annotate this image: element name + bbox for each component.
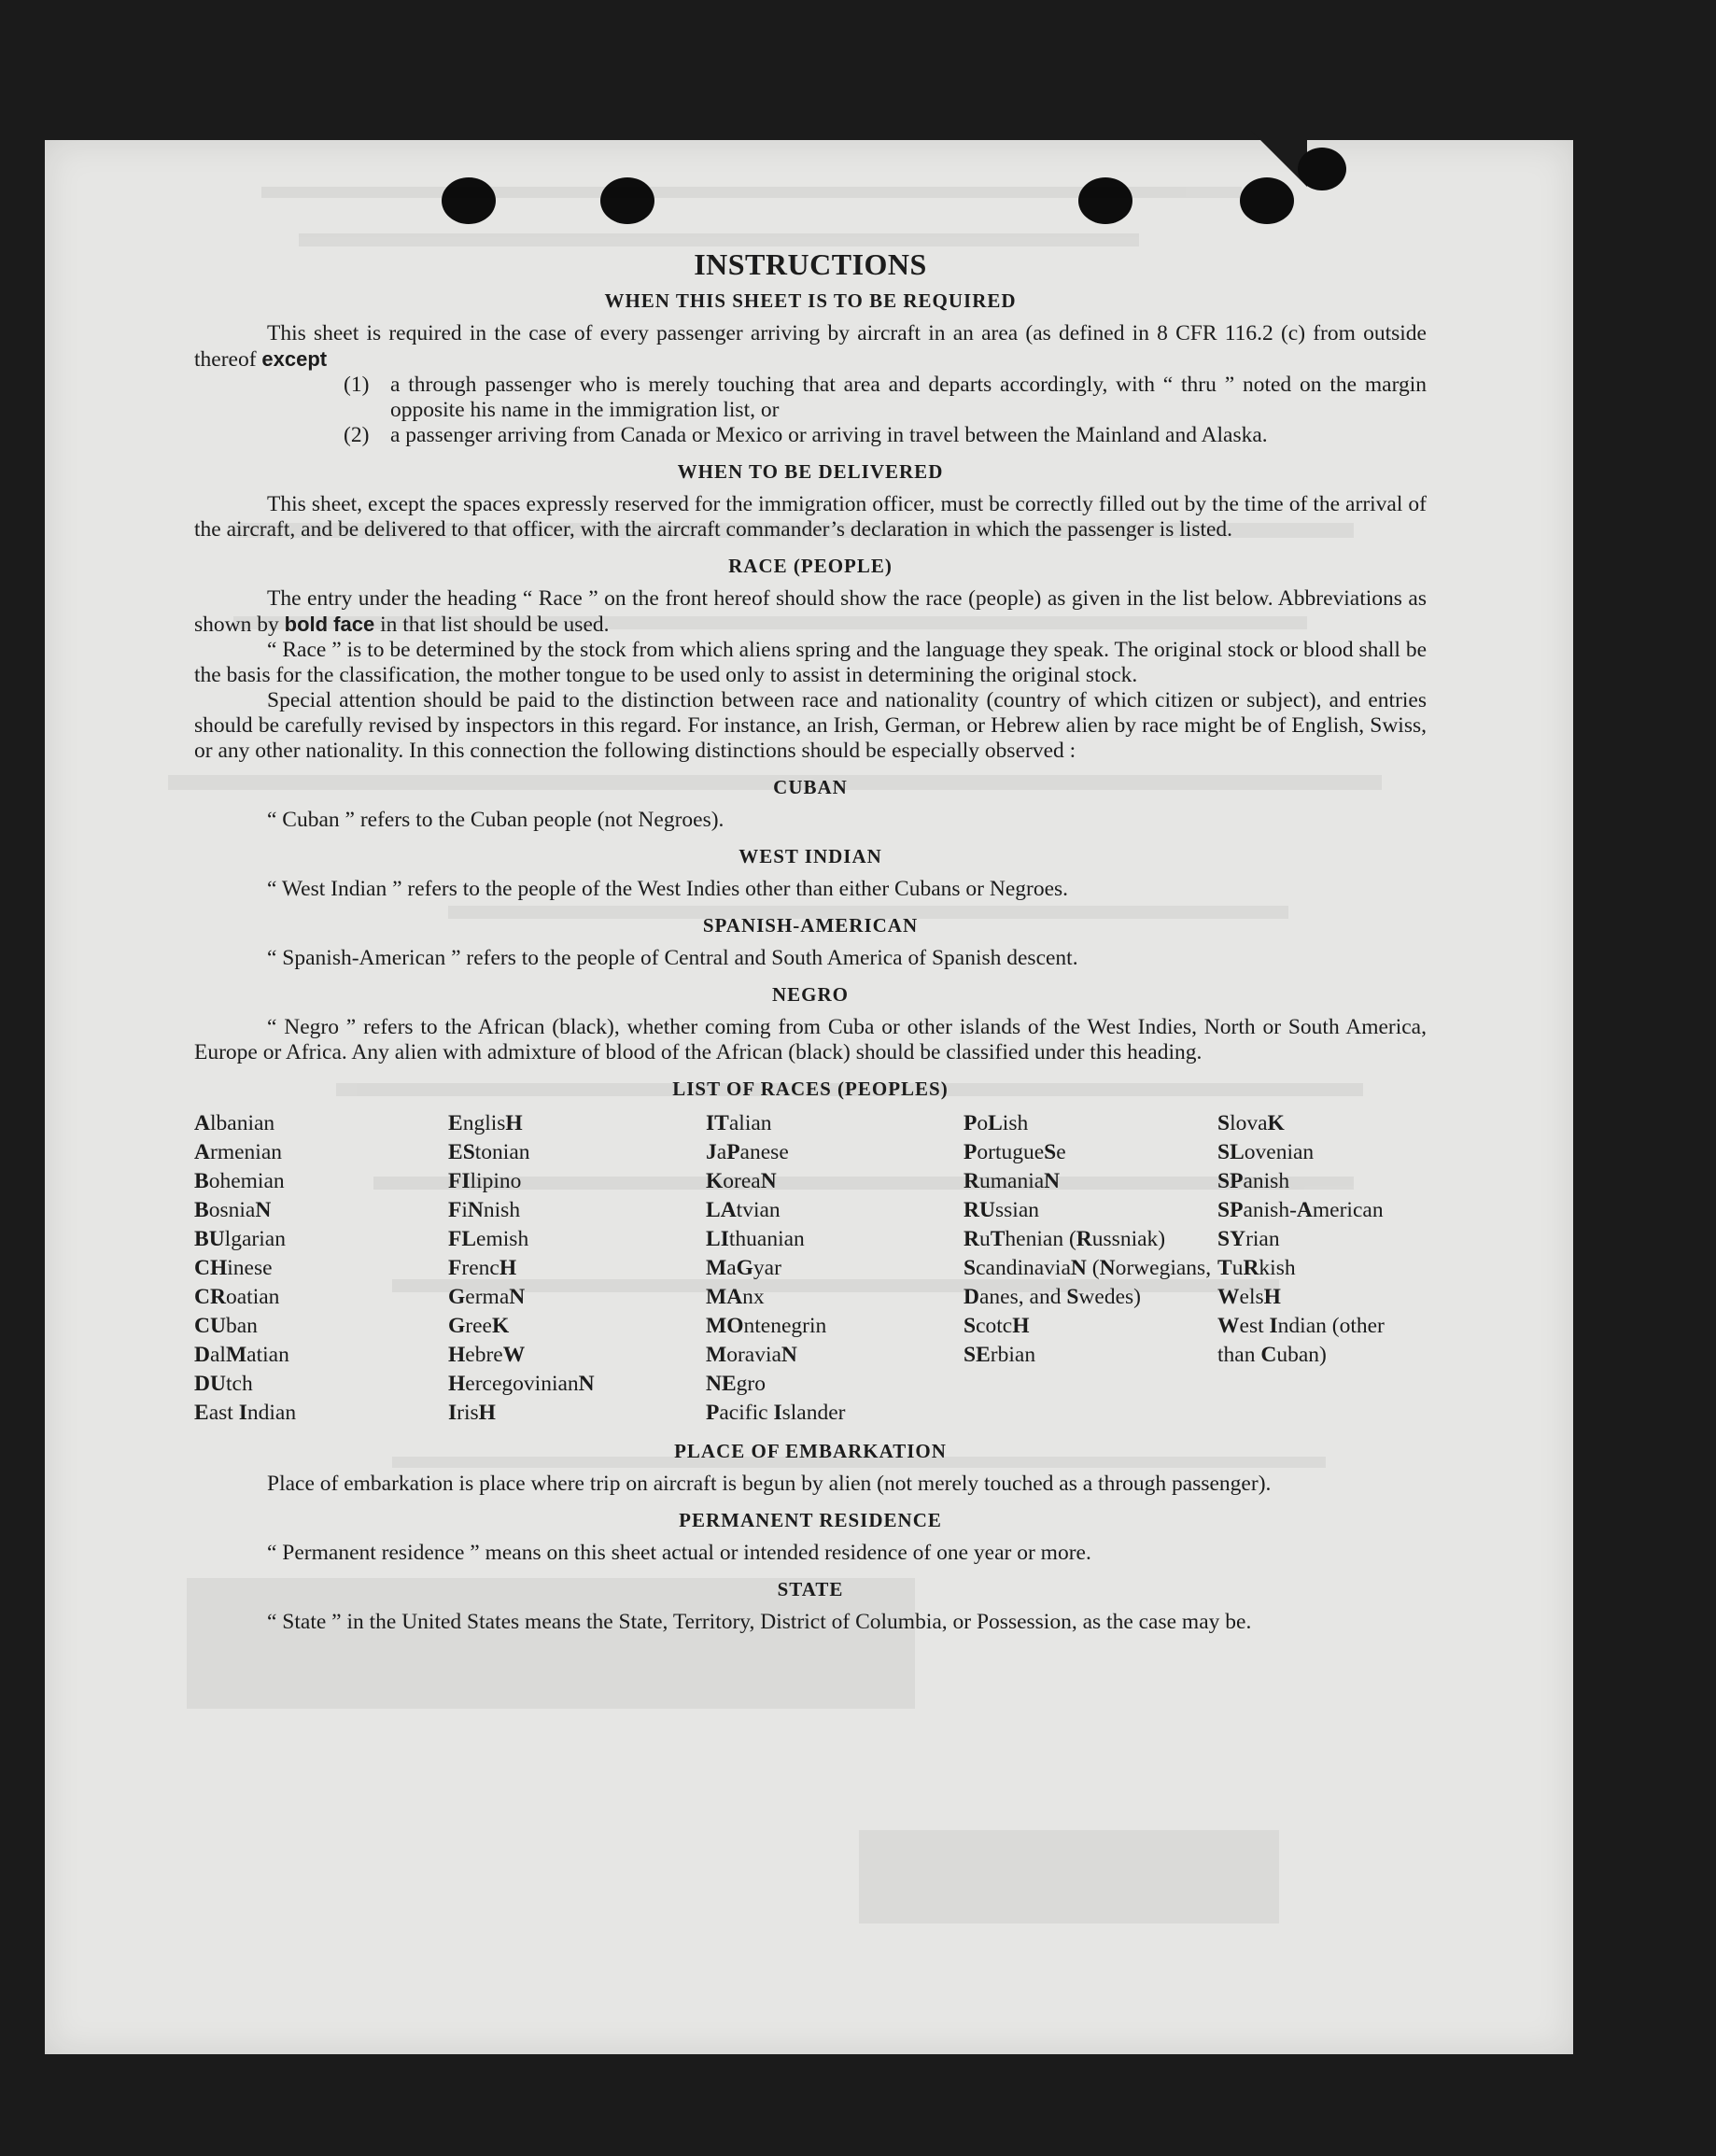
race-entry: CRoatian [194,1285,280,1309]
race-entry: HercegovinianN [448,1372,595,1396]
races-column [448,1109,706,1428]
race-entry: RumaniaN [963,1169,1061,1193]
heading-when-delivered: WHEN TO BE DELIVERED [677,460,944,483]
race-entry: Albanian [194,1111,275,1135]
race-entry: EnglisH [448,1111,523,1135]
race-entry: HebreW [448,1343,526,1367]
punch-hole [1078,177,1132,224]
punch-hole [442,177,496,224]
race-entry: LAtvian [706,1198,781,1222]
paragraph-race-2: “ Race ” is to be determined by the stock from which aliens spring and the language they speak. The original stock or blood shall be the basis for the classification, the mother tongue to be used only to assist in determining the original stock. [194,638,1427,687]
race-entry: SLovenian [1217,1140,1315,1164]
race-entry: LIthuanian [706,1227,805,1251]
race-entry: SPanish [1217,1169,1290,1193]
race-entry: BosniaN [194,1198,272,1222]
heading-spanish-american: SPANISH-AMERICAN [702,914,919,937]
race-entry: RUssian [963,1198,1039,1222]
race-entry: SlovaK [1217,1111,1285,1135]
paragraph-delivered: This sheet, except the spaces expressly reserved for the immigration officer, must be correctly filled out by the time of the arrival of the aircraft, and be delivered to that officer, with the aircraft commander’s declaration in which the passenger is listed. [194,492,1427,542]
except-bold: except [261,347,328,371]
paragraph-race-3: Special attention should be paid to the distinction between race and nationality (country of which citizen or subject), and entries should be carefully revised by inspectors in this regard. For instance, an Irish, German, or Hebrew alien by race might be of English, Swiss, or any other nationality. In this connection the following distinctions should be especially observed : [194,688,1427,763]
exception-item [344,373,1427,423]
race-entry: EStonian [448,1140,530,1164]
page-title: INSTRUCTIONS [694,247,927,281]
paragraph-negro: “ Negro ” refers to the African (black), whether coming from Cuba or other islands of the West Indies, North or South America, Europe or Africa. Any alien with admixture of blood of the African (black) should be classified under this heading. [194,1015,1427,1064]
races-list [194,1109,1427,1428]
item-number: (2) [344,423,370,447]
race-entry: ScotcH [963,1314,1030,1338]
heading-embarkation: PLACE OF EMBARKATION [674,1440,947,1462]
race-entry: FIlipino [448,1169,522,1193]
race-entry: Pacific Islander [706,1401,846,1425]
race-entry: RuThenian (Russniak) [963,1227,1166,1251]
races-column [706,1109,963,1428]
race-entry: MOntenegrin [706,1314,827,1338]
punch-hole [1240,177,1294,224]
race-entry: BUlgarian [194,1227,286,1251]
race-entry: NEgro [706,1372,766,1396]
race-entry: ScandinaviaN (Norwegians, Danes, and Swedes) [963,1256,1212,1309]
heading-race: RACE (PEOPLE) [728,555,893,577]
race-entry: PoLish [963,1111,1029,1135]
race-entry: GermaN [448,1285,526,1309]
paragraph-west-indian: “ West Indian ” refers to the people of the West Indies other than either Cubans or Negroes. [267,877,1069,901]
race-entry: Armenian [194,1140,282,1164]
paragraph-required [194,321,1427,373]
bold-face-label: bold face [284,613,375,636]
race-entry: DUtch [194,1372,253,1396]
races-column [194,1109,448,1428]
item-text: a passenger arriving from Canada or Mexico or arriving in travel between the Mainland and Alaska. [390,423,1268,447]
race-entry: SErbian [963,1343,1036,1367]
race-entry: KoreaN [706,1169,777,1193]
heading-cuban: CUBAN [773,776,848,798]
race-entry: FrencH [448,1256,517,1280]
heading-list-of-races: LIST OF RACES (PEOPLES) [672,1078,949,1100]
heading-west-indian: WEST INDIAN [738,845,882,867]
race-entry: JaPanese [706,1140,789,1164]
race-entry: ITalian [706,1111,772,1135]
race-entry: MAnx [706,1285,765,1309]
heading-negro: NEGRO [771,983,849,1006]
race-entry: DalMatian [194,1343,289,1367]
paragraph-embarkation: Place of embarkation is place where trip on aircraft is begun by alien (not merely touched as a through passenger). [267,1472,1272,1496]
heading-when-required: WHEN THIS SHEET IS TO BE REQUIRED [604,289,1017,312]
race-entry: SYrian [1217,1227,1280,1251]
race-entry: Bohemian [194,1169,285,1193]
races-column [963,1109,1217,1428]
item-text: a through passenger who is merely touching that area and departs accordingly, with “ thru ” noted on the margin opposite his name in the immigration list, or [390,373,1427,422]
race-text-b: in that list should be used. [380,613,610,637]
race-entry: West Indian (other than Cuban) [1217,1314,1385,1367]
races-column [1217,1109,1427,1428]
paragraph-spanish-american: “ Spanish-American ” refers to the people of Central and South America of Spanish descent. [267,946,1078,970]
item-number: (1) [344,373,370,397]
exception-item [344,423,1427,448]
race-text-a: The entry under the heading “ Race ” on the front hereof should show the race (people) as given in the list below. Abbreviations as shown by [194,586,1427,637]
race-entry: SPanish-American [1217,1198,1384,1222]
race-entry: FLemish [448,1227,529,1251]
race-entry: GreeK [448,1314,510,1338]
punch-hole [1298,148,1346,190]
heading-state: STATE [777,1578,844,1600]
race-entry: PortugueSe [963,1140,1066,1164]
heading-residence: PERMANENT RESIDENCE [679,1509,942,1531]
punch-hole [600,177,654,224]
paragraph-residence: “ Permanent residence ” means on this sheet actual or intended residence of one year or more. [267,1541,1091,1565]
paragraph-cuban: “ Cuban ” refers to the Cuban people (not Negroes). [267,808,724,832]
race-entry: IrisH [448,1401,496,1425]
race-entry: CUban [194,1314,258,1338]
race-entry: CHinese [194,1256,273,1280]
race-entry: MoraviaN [706,1343,797,1367]
paragraph-race-1 [194,586,1427,638]
race-entry: TuRkish [1217,1256,1296,1280]
paragraph-required-text: This sheet is required in the case of every passenger arriving by aircraft in an area (as defined in 8 CFR 116.2 (c) from outside thereof [194,321,1427,372]
race-entry: MaGyar [706,1256,781,1280]
race-entry: FiNnish [448,1198,521,1222]
instructions-text [194,245,1427,1635]
race-entry: East Indian [194,1401,297,1425]
race-entry: WelsH [1217,1285,1281,1309]
paragraph-state: “ State ” in the United States means the State, Territory, District of Columbia, or Possession, as the case may be. [267,1610,1252,1634]
